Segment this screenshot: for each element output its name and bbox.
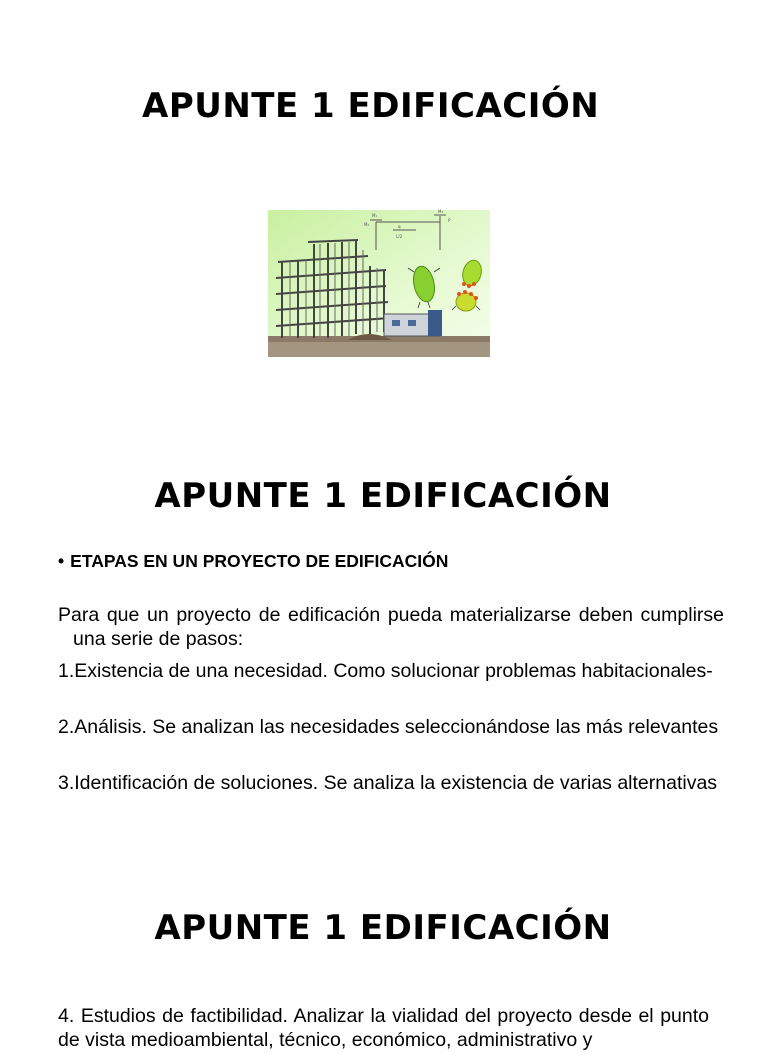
bullet-heading-text: ETAPAS EN UN PROYECTO DE EDIFICACIÓN [70, 551, 449, 571]
slide-1-title: APUNTE 1 EDIFICACIÓN [142, 86, 600, 126]
slide-2-title: APUNTE 1 EDIFICACIÓN [154, 476, 612, 516]
svg-text:P: P [448, 218, 451, 223]
svg-text:q: q [398, 224, 401, 229]
svg-text:L/2: L/2 [396, 234, 403, 239]
svg-text:M₂: M₂ [364, 222, 370, 227]
step-4-paragraph: 4. Estudios de factibilidad. Analizar la vialidad del proyecto desde el punto de vista medioambiental, técnico, económico, administrativo y [58, 1004, 709, 1051]
building-construction-illustration [268, 210, 490, 357]
step-1-paragraph: 1.Existencia de una necesidad. Como solucionar problemas habitacionales- [58, 659, 713, 682]
slide-3-title: APUNTE 1 EDIFICACIÓN [154, 908, 612, 948]
step-3-paragraph: 3.Identificación de soluciones. Se analiza la existencia de varias alternativas [58, 771, 718, 794]
step-2-paragraph: 2.Análisis. Se analizan las necesidades seleccionándose las más relevantes [58, 715, 719, 738]
intro-paragraph: Para que un proyecto de edificación pueda materializarse deben cumplirse una serie de pasos: [58, 603, 724, 650]
bullet-icon: • [58, 551, 65, 571]
svg-text:M₁: M₁ [372, 213, 378, 218]
svg-text:M₃: M₃ [438, 209, 444, 214]
bullet-heading [58, 551, 448, 572]
